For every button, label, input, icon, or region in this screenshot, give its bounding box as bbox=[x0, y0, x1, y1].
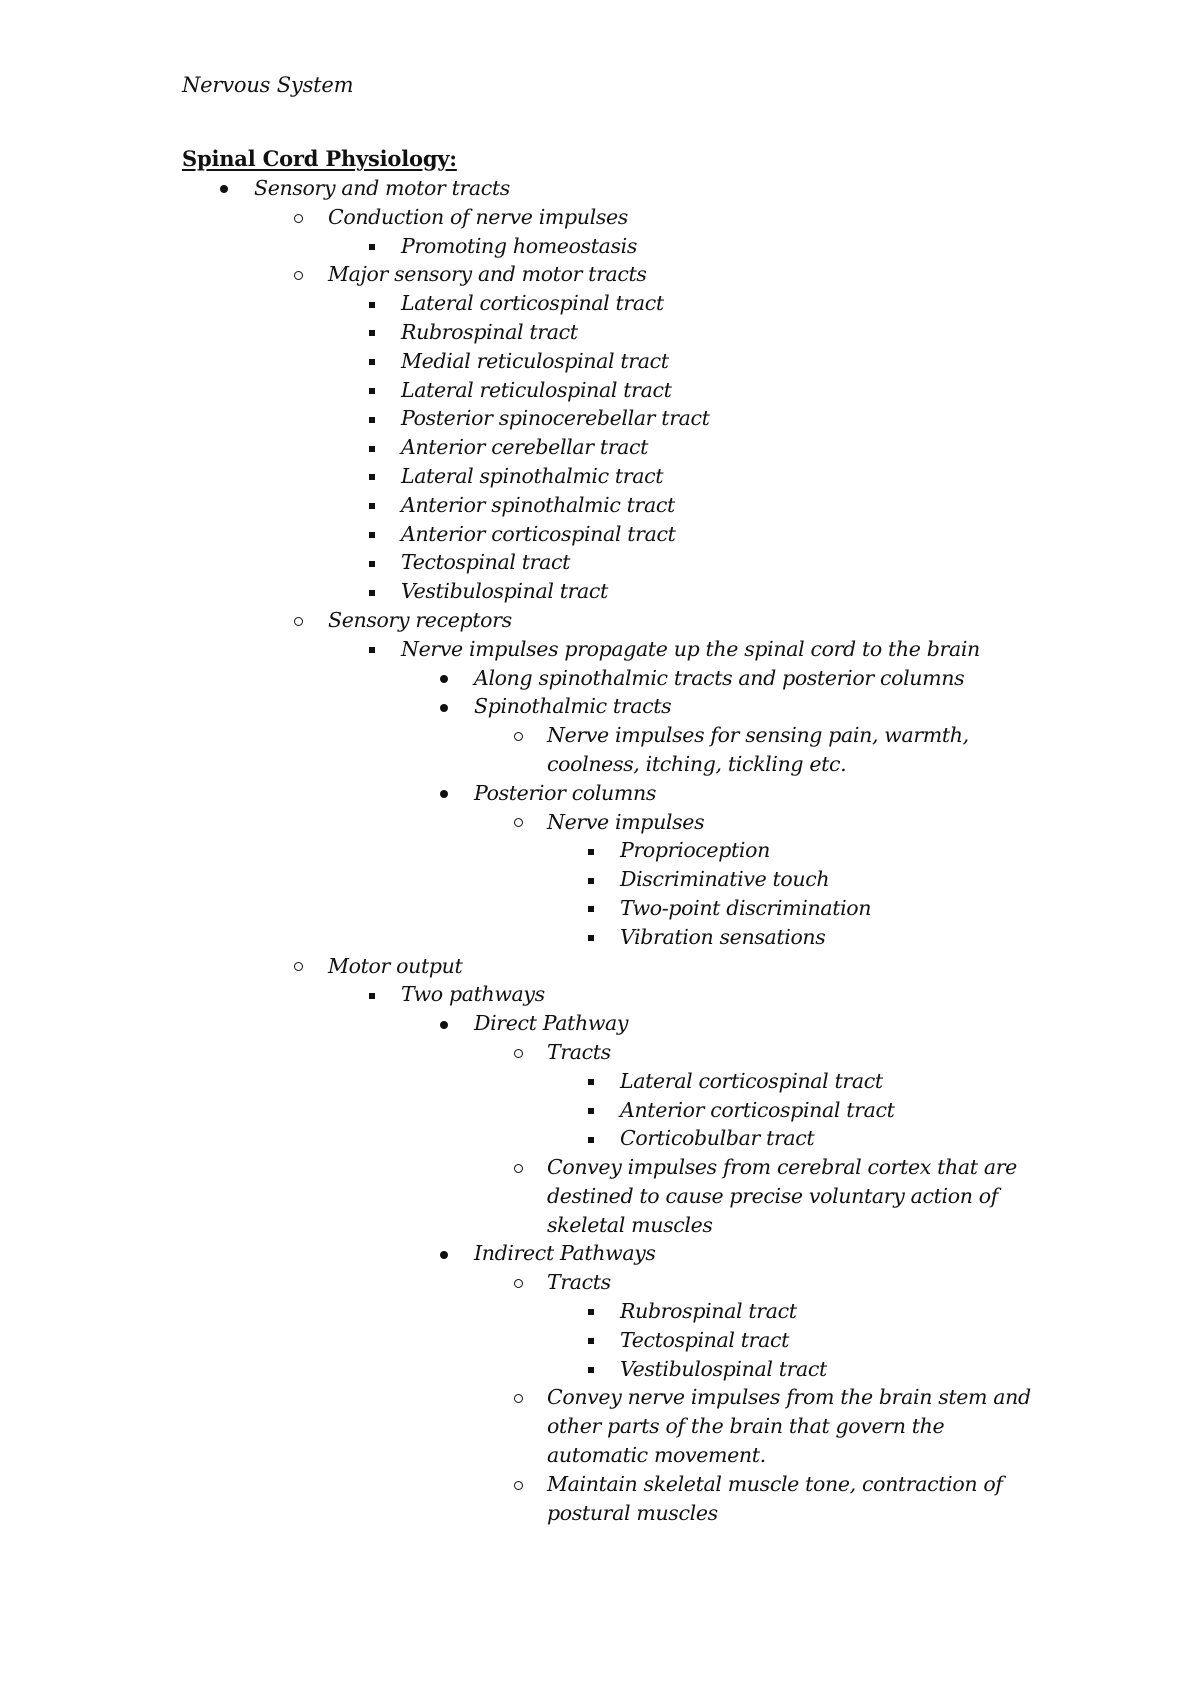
list-item-text: Anterior corticospinal tract bbox=[401, 521, 676, 546]
square-bullet-icon bbox=[362, 319, 382, 348]
list-item-text: Nerve impulses propagate up the spinal cord to the brain bbox=[401, 636, 980, 661]
list-item bbox=[0, 1068, 1200, 1097]
list-item-text: postural muscles bbox=[547, 1500, 718, 1525]
list-item-text: Posterior spinocerebellar tract bbox=[401, 406, 710, 431]
circle-bullet-icon bbox=[508, 1154, 528, 1183]
list-item bbox=[0, 636, 1200, 665]
outline-list bbox=[0, 175, 1200, 1528]
page-header: Nervous System bbox=[182, 73, 354, 97]
list-item bbox=[0, 895, 1200, 924]
list-item-text: Along spinothalmic tracts and posterior columns bbox=[474, 665, 965, 690]
square-bullet-icon bbox=[581, 924, 601, 953]
list-item bbox=[0, 1240, 1200, 1269]
square-bullet-icon bbox=[362, 434, 382, 463]
list-item bbox=[0, 204, 1200, 233]
list-item bbox=[0, 837, 1200, 866]
list-item bbox=[0, 233, 1200, 262]
list-item bbox=[0, 377, 1200, 406]
list-item-text: Anterior corticospinal tract bbox=[620, 1097, 895, 1122]
list-item-text: Rubrospinal tract bbox=[620, 1299, 797, 1324]
list-item bbox=[0, 1413, 1200, 1442]
disc-bullet-icon bbox=[434, 1240, 454, 1269]
list-item bbox=[0, 953, 1200, 982]
list-item bbox=[0, 434, 1200, 463]
square-bullet-icon bbox=[581, 866, 601, 895]
list-item bbox=[0, 463, 1200, 492]
list-item bbox=[0, 319, 1200, 348]
square-bullet-icon bbox=[362, 981, 382, 1010]
square-bullet-icon bbox=[362, 290, 382, 319]
list-item bbox=[0, 1183, 1200, 1212]
list-item bbox=[0, 780, 1200, 809]
list-item bbox=[0, 290, 1200, 319]
disc-bullet-icon bbox=[434, 665, 454, 694]
circle-bullet-icon bbox=[288, 261, 308, 290]
list-item-text: Lateral spinothalmic tract bbox=[401, 463, 664, 488]
list-item bbox=[0, 578, 1200, 607]
circle-bullet-icon bbox=[288, 204, 308, 233]
list-item bbox=[0, 1269, 1200, 1298]
list-item-text: Anterior cerebellar tract bbox=[401, 435, 649, 460]
list-item bbox=[0, 1154, 1200, 1183]
list-item-text: Nerve impulses for sensing pain, warmth, bbox=[547, 723, 969, 748]
list-item bbox=[0, 1125, 1200, 1154]
list-item bbox=[0, 1298, 1200, 1327]
list-item bbox=[0, 665, 1200, 694]
circle-bullet-icon bbox=[288, 607, 308, 636]
list-item bbox=[0, 607, 1200, 636]
list-item-text: Direct Pathway bbox=[474, 1011, 629, 1036]
circle-bullet-icon bbox=[508, 1039, 528, 1068]
list-item-text: Tracts bbox=[547, 1270, 611, 1295]
list-item-text: other parts of the brain that govern the bbox=[547, 1414, 945, 1439]
list-item-text: Tectospinal tract bbox=[401, 550, 571, 575]
list-item bbox=[0, 1039, 1200, 1068]
list-item-text: Proprioception bbox=[620, 838, 770, 863]
square-bullet-icon bbox=[362, 233, 382, 262]
list-item bbox=[0, 924, 1200, 953]
list-item-text: Lateral corticospinal tract bbox=[620, 1068, 883, 1093]
list-item bbox=[0, 175, 1200, 204]
section-heading: Spinal Cord Physiology: bbox=[182, 146, 457, 171]
list-item bbox=[0, 348, 1200, 377]
list-item bbox=[0, 521, 1200, 550]
list-item bbox=[0, 261, 1200, 290]
list-item-text: destined to cause precise voluntary action of bbox=[547, 1183, 998, 1208]
list-item bbox=[0, 1097, 1200, 1126]
list-item-text: Vestibulospinal tract bbox=[401, 579, 608, 604]
list-item bbox=[0, 1356, 1200, 1385]
list-item bbox=[0, 549, 1200, 578]
list-item bbox=[0, 809, 1200, 838]
list-item bbox=[0, 981, 1200, 1010]
list-item bbox=[0, 1212, 1200, 1241]
list-item-text: Conduction of nerve impulses bbox=[328, 204, 628, 229]
list-item bbox=[0, 722, 1200, 751]
disc-bullet-icon bbox=[434, 693, 454, 722]
list-item-text: Tracts bbox=[547, 1039, 611, 1064]
circle-bullet-icon bbox=[508, 809, 528, 838]
square-bullet-icon bbox=[362, 636, 382, 665]
disc-bullet-icon bbox=[434, 1010, 454, 1039]
list-item-text: Convey nerve impulses from the brain stem and bbox=[547, 1385, 1031, 1410]
list-item-text: Motor output bbox=[328, 953, 463, 978]
list-item bbox=[0, 866, 1200, 895]
disc-bullet-icon bbox=[434, 780, 454, 809]
square-bullet-icon bbox=[362, 377, 382, 406]
square-bullet-icon bbox=[362, 578, 382, 607]
circle-bullet-icon bbox=[288, 953, 308, 982]
list-item-text: Discriminative touch bbox=[620, 867, 830, 892]
list-item bbox=[0, 1442, 1200, 1471]
circle-bullet-icon bbox=[508, 722, 528, 751]
list-item bbox=[0, 405, 1200, 434]
square-bullet-icon bbox=[581, 837, 601, 866]
list-item bbox=[0, 751, 1200, 780]
list-item-text: Vibration sensations bbox=[620, 924, 826, 949]
circle-bullet-icon bbox=[508, 1269, 528, 1298]
square-bullet-icon bbox=[581, 895, 601, 924]
square-bullet-icon bbox=[581, 1097, 601, 1126]
list-item-text: Promoting homeostasis bbox=[401, 233, 638, 258]
circle-bullet-icon bbox=[508, 1384, 528, 1413]
list-item-text: Posterior columns bbox=[474, 780, 657, 805]
square-bullet-icon bbox=[362, 549, 382, 578]
list-item-text: Lateral reticulospinal tract bbox=[401, 377, 672, 402]
square-bullet-icon bbox=[581, 1298, 601, 1327]
square-bullet-icon bbox=[581, 1327, 601, 1356]
list-item bbox=[0, 1471, 1200, 1500]
list-item-text: Two pathways bbox=[401, 982, 545, 1007]
list-item-text: Convey impulses from cerebral cortex that are bbox=[547, 1155, 1017, 1180]
list-item-text: coolness, itching, tickling etc. bbox=[547, 751, 847, 776]
list-item-text: Nerve impulses bbox=[547, 809, 705, 834]
list-item-text: Major sensory and motor tracts bbox=[328, 262, 647, 287]
list-item-text: Maintain skeletal muscle tone, contraction of bbox=[547, 1471, 1003, 1496]
list-item bbox=[0, 492, 1200, 521]
list-item-text: Medial reticulospinal tract bbox=[401, 348, 669, 373]
list-item bbox=[0, 1327, 1200, 1356]
list-item-text: Rubrospinal tract bbox=[401, 319, 578, 344]
list-item bbox=[0, 1010, 1200, 1039]
list-item-text: Lateral corticospinal tract bbox=[401, 291, 664, 316]
square-bullet-icon bbox=[581, 1125, 601, 1154]
square-bullet-icon bbox=[362, 521, 382, 550]
list-item-text: automatic movement. bbox=[547, 1443, 766, 1468]
list-item bbox=[0, 693, 1200, 722]
list-item-text: Sensory receptors bbox=[328, 607, 512, 632]
disc-bullet-icon bbox=[214, 175, 234, 204]
list-item-text: Two-point discrimination bbox=[620, 895, 872, 920]
list-item-text: Vestibulospinal tract bbox=[620, 1356, 827, 1381]
square-bullet-icon bbox=[362, 463, 382, 492]
list-item bbox=[0, 1500, 1200, 1529]
square-bullet-icon bbox=[362, 492, 382, 521]
square-bullet-icon bbox=[362, 405, 382, 434]
square-bullet-icon bbox=[362, 348, 382, 377]
square-bullet-icon bbox=[581, 1068, 601, 1097]
list-item-text: skeletal muscles bbox=[547, 1212, 713, 1237]
list-item-text: Sensory and motor tracts bbox=[254, 176, 510, 200]
list-item-text: Spinothalmic tracts bbox=[474, 694, 672, 719]
circle-bullet-icon bbox=[508, 1471, 528, 1500]
list-item bbox=[0, 1384, 1200, 1413]
list-item-text: Anterior spinothalmic tract bbox=[401, 492, 675, 517]
list-item-text: Corticobulbar tract bbox=[620, 1126, 815, 1151]
square-bullet-icon bbox=[581, 1356, 601, 1385]
list-item-text: Tectospinal tract bbox=[620, 1327, 790, 1352]
list-item-text: Indirect Pathways bbox=[474, 1241, 656, 1266]
